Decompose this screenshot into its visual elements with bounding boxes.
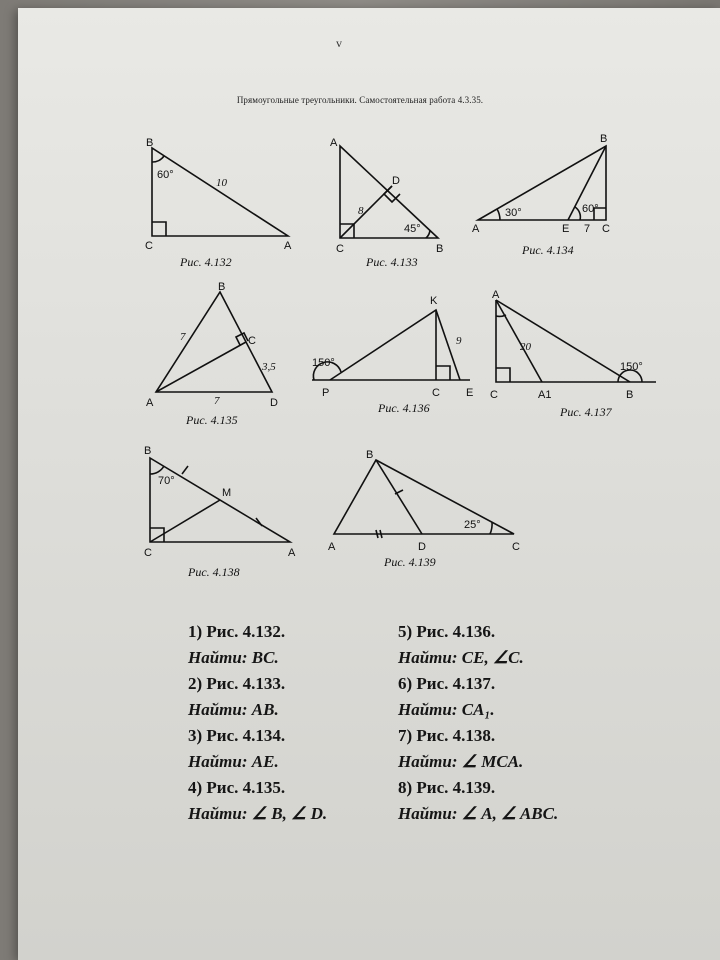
task-6-find: Найти: CA₁. — [398, 700, 495, 719]
task-2-ref: 2) Рис. 4.133. — [188, 674, 286, 693]
task-4-ref: 4) Рис. 4.135. — [188, 778, 286, 797]
fig134-label-c: C — [602, 223, 610, 235]
fig133-label-b: B — [436, 243, 444, 255]
fig136-label-c: C — [432, 387, 440, 399]
fig136-label-k: K — [430, 295, 438, 307]
fig138-label-m: M — [222, 487, 232, 499]
fig138-label-c: C — [144, 547, 152, 559]
fig136-label-p: P — [322, 387, 330, 399]
fig137-label-c: C — [490, 389, 498, 401]
fig134-label-b: B — [600, 133, 608, 145]
figure-4-139 — [328, 449, 520, 569]
worksheet-title: Прямоугольные треугольники. Самостоятельная работа 4.3.35. — [236, 95, 484, 105]
fig137-caption: Рис. 4.137 — [560, 405, 612, 419]
fig139-label-a: A — [328, 541, 336, 553]
fig135-label-d: D — [270, 397, 278, 409]
fig137-side: 20 — [520, 341, 531, 353]
task-6-ref: 6) Рис. 4.137. — [398, 674, 496, 693]
fig133-angle: 45° — [404, 223, 421, 235]
fig134-label-a: A — [472, 223, 480, 235]
fig134-label-e: E — [562, 223, 570, 235]
figure-4-138 — [144, 445, 296, 579]
fig132-side: 10 — [216, 177, 227, 189]
figure-4-134 — [472, 133, 610, 257]
fig138-label-a: A — [288, 547, 296, 559]
task-3-find: Найти: AE. — [188, 752, 279, 771]
fig137-angle: 150° — [620, 361, 643, 373]
fig132-label-c: C — [145, 240, 153, 252]
task-8-find: Найти: ∠ A, ∠ ABC. — [398, 804, 559, 823]
fig134-side: 7 — [584, 223, 591, 235]
fig135-label-b: B — [218, 281, 226, 293]
fig135-side-ad: 7 — [214, 395, 220, 407]
task-8-ref: 8) Рис. 4.139. — [398, 778, 496, 797]
figure-4-135 — [146, 281, 278, 427]
fig135-label-a: A — [146, 397, 154, 409]
task-7-find: Найти: ∠ MCA. — [398, 752, 524, 771]
task-1-ref: 1) Рис. 4.132. — [188, 622, 286, 641]
figure-4-136 — [312, 295, 473, 415]
fig136-angle: 150° — [312, 357, 335, 369]
fig137-label-a1: A1 — [538, 389, 552, 401]
fig133-label-a: A — [330, 137, 338, 149]
fig138-angle: 70° — [158, 475, 175, 487]
fig134-angle-e: 60° — [582, 203, 599, 215]
task-2-find: Найти: AB. — [188, 700, 279, 719]
fig139-caption: Рис. 4.139 — [384, 555, 436, 569]
fig133-label-d: D — [392, 175, 400, 187]
fig136-side: 9 — [456, 335, 462, 347]
fig133-label-c: C — [336, 243, 344, 255]
fig132-angle: 60° — [157, 169, 174, 181]
fig132-label-b: B — [146, 137, 154, 149]
fig139-label-d: D — [418, 541, 426, 553]
fig137-label-b: B — [626, 389, 634, 401]
fig135-caption: Рис. 4.135 — [186, 413, 238, 427]
task-7-ref: 7) Рис. 4.138. — [398, 726, 496, 745]
fig132-label-a: A — [284, 240, 292, 252]
fig134-angle-a: 30° — [505, 207, 522, 219]
fig139-label-c: C — [512, 541, 520, 553]
fig132-caption: Рис. 4.132 — [180, 255, 232, 269]
fig138-label-b: B — [144, 445, 152, 457]
fig135-label-c: C — [248, 335, 256, 347]
fig137-label-a: A — [492, 289, 500, 301]
figure-4-132 — [145, 137, 292, 269]
fig133-side: 8 — [358, 205, 364, 217]
fig135-side-ab: 7 — [180, 331, 186, 343]
fig133-caption: Рис. 4.133 — [366, 255, 418, 269]
fig139-angle: 25° — [464, 519, 481, 531]
task-3-ref: 3) Рис. 4.134. — [188, 726, 286, 745]
task-5-ref: 5) Рис. 4.136. — [398, 622, 496, 641]
fig136-label-e: E — [466, 387, 474, 399]
figure-4-133 — [330, 137, 443, 269]
task-4-find: Найти: ∠ B, ∠ D. — [188, 804, 328, 823]
pen-mark: v — [336, 36, 342, 50]
fig139-label-b: B — [366, 449, 374, 461]
fig138-caption: Рис. 4.138 — [188, 565, 240, 579]
figure-4-137 — [490, 289, 656, 419]
fig134-caption: Рис. 4.134 — [522, 243, 574, 257]
fig135-side-cd: 3,5 — [262, 361, 276, 373]
fig136-caption: Рис. 4.136 — [378, 401, 430, 415]
task-5-find: Найти: CE, ∠C. — [398, 648, 524, 667]
task-1-find: Найти: BC. — [188, 648, 279, 667]
